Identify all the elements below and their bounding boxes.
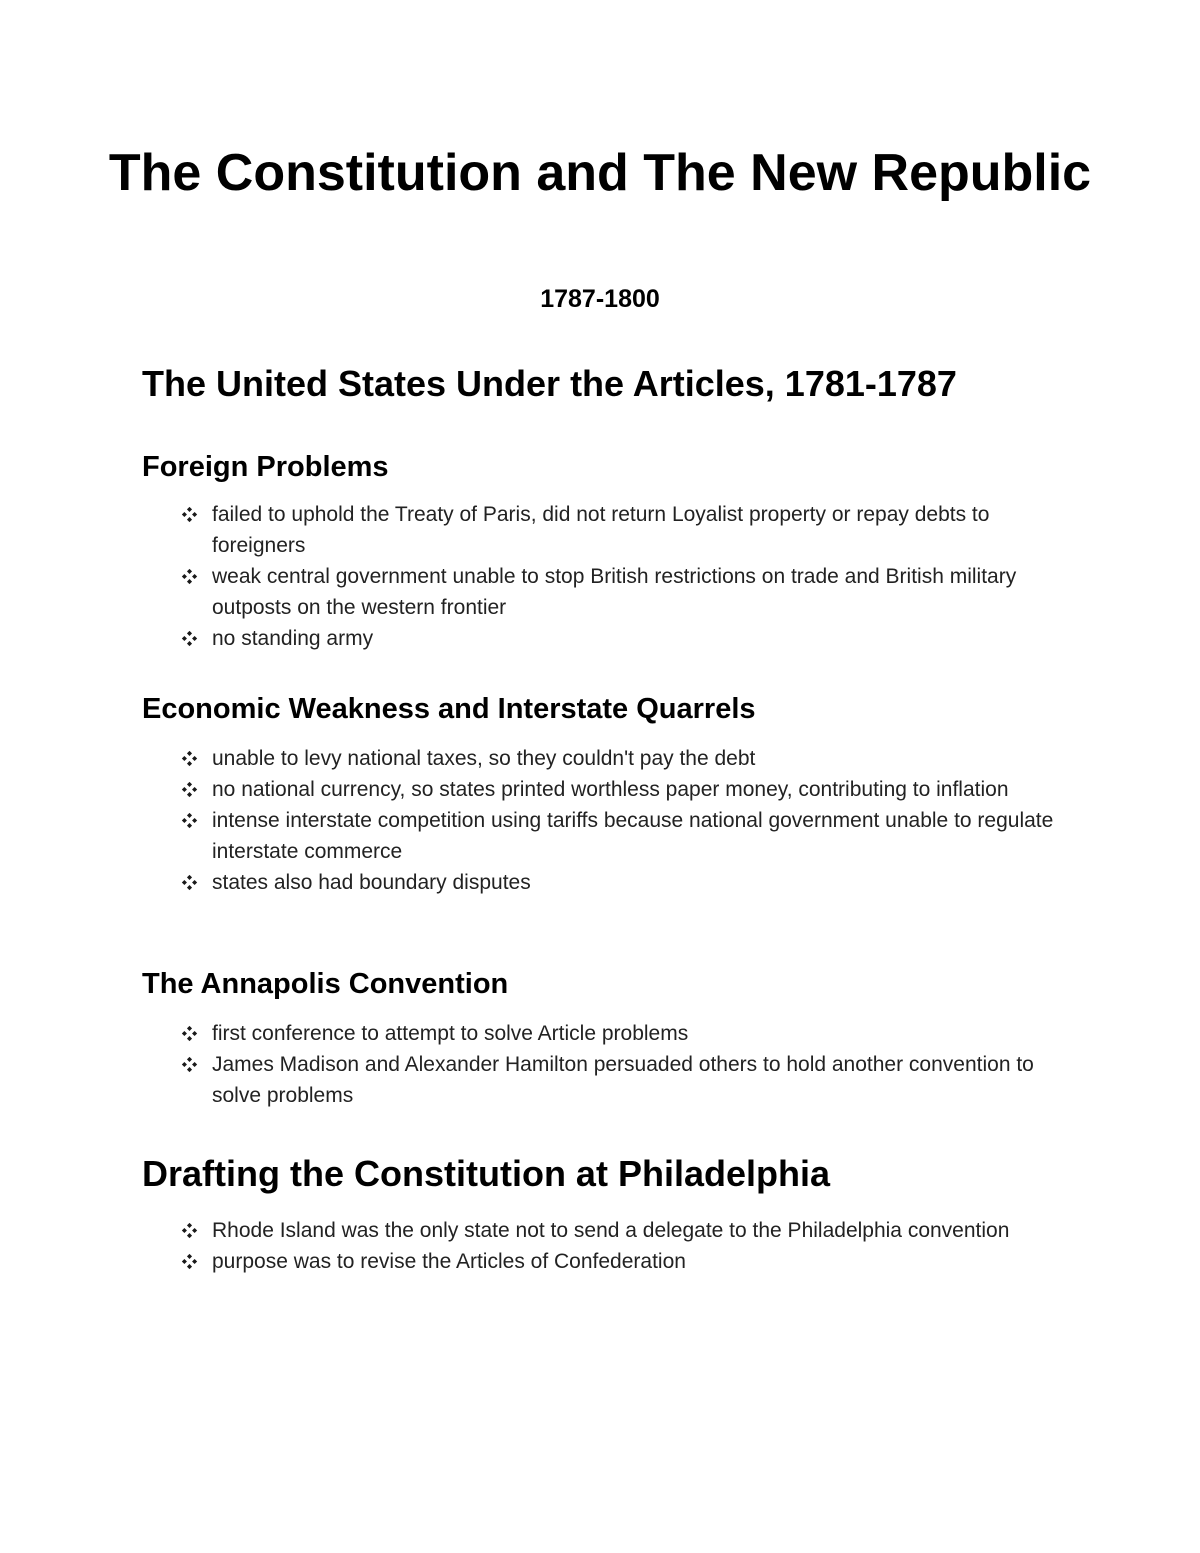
list-item-text: intense interstate competition using tariffs because national government unable to regulate interstate commerce [212, 809, 1054, 863]
bullet-list-philadelphia [178, 1215, 1078, 1277]
bullet-list-foreign-problems [178, 499, 1078, 654]
document-title: The Constitution and The New Republic [108, 144, 1092, 202]
four-diamond-icon [178, 805, 200, 836]
list-item-text: weak central government unable to stop British restrictions on trade and British military outposts on the western frontier [212, 565, 1017, 619]
list-item [178, 1246, 1078, 1277]
list-item-text: purpose was to revise the Articles of Confederation [212, 1250, 686, 1273]
bullet-list-economic-weakness [178, 743, 1078, 898]
four-diamond-icon [178, 561, 200, 592]
four-diamond-icon [178, 774, 200, 805]
four-diamond-icon [178, 1018, 200, 1049]
list-item [178, 1215, 1078, 1246]
list-item-text: first conference to attempt to solve Article problems [212, 1022, 689, 1045]
section-heading-philadelphia: Drafting the Constitution at Philadelphia [142, 1153, 830, 1194]
four-diamond-icon [178, 1049, 200, 1080]
list-item-text: James Madison and Alexander Hamilton persuaded others to hold another convention to solve problems [212, 1053, 1034, 1107]
list-item [178, 774, 1078, 805]
document-subtitle: 1787-1800 [540, 285, 660, 313]
four-diamond-icon [178, 1246, 200, 1277]
list-item-text: failed to uphold the Treaty of Paris, did not return Loyalist property or repay debts to foreigners [212, 503, 990, 557]
list-item [178, 805, 1078, 867]
list-item [178, 743, 1078, 774]
list-item [178, 561, 1078, 623]
list-item-text: no national currency, so states printed worthless paper money, contributing to inflation [212, 778, 1009, 801]
list-item-text: states also had boundary disputes [212, 871, 531, 894]
list-item [178, 1018, 1078, 1049]
list-item-text: Rhode Island was the only state not to send a delegate to the Philadelphia convention [212, 1219, 1010, 1242]
list-item [178, 623, 1078, 654]
four-diamond-icon [178, 499, 200, 530]
section-heading-articles: The United States Under the Articles, 1781-1787 [142, 363, 957, 404]
bullet-list-annapolis [178, 1018, 1078, 1111]
list-item-text: no standing army [212, 627, 374, 650]
four-diamond-icon [178, 1215, 200, 1246]
subsection-heading-economic-weakness: Economic Weakness and Interstate Quarrels [142, 693, 756, 725]
list-item [178, 1049, 1078, 1111]
subsection-heading-foreign-problems: Foreign Problems [142, 451, 389, 483]
list-item-text: unable to levy national taxes, so they couldn't pay the debt [212, 747, 756, 770]
list-item [178, 867, 1078, 898]
subsection-heading-annapolis: The Annapolis Convention [142, 968, 509, 1000]
list-item [178, 499, 1078, 561]
four-diamond-icon [178, 743, 200, 774]
four-diamond-icon [178, 867, 200, 898]
four-diamond-icon [178, 623, 200, 654]
